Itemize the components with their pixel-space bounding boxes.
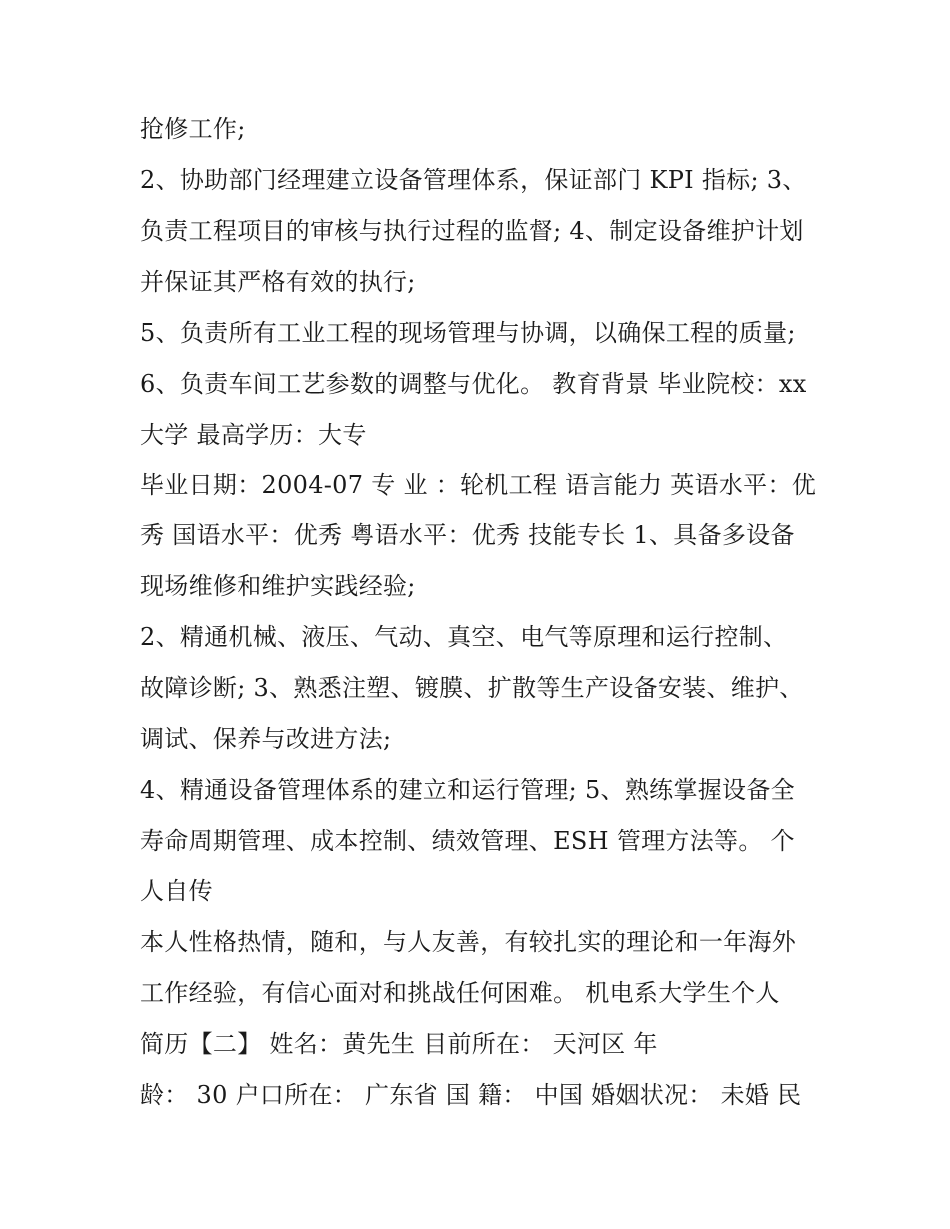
- text-line: 秀 国语水平：优秀 粤语水平：优秀 技能专长 1、具备多设备: [140, 521, 795, 549]
- text-line: 龄： 30 户口所在： 广东省 国 籍： 中国 婚姻状况： 未婚 民: [140, 1081, 802, 1109]
- text-line: 并保证其严格有效的执行;: [140, 268, 416, 296]
- text-line: 6、负责车间工艺参数的调整与优化。 教育背景 毕业院校：xx: [140, 370, 807, 398]
- text-line: 本人性格热情，随和，与人友善，有较扎实的理论和一年海外: [140, 928, 797, 956]
- text-line: 大学 最高学历：大专: [140, 421, 367, 449]
- text-line: 负责工程项目的审核与执行过程的监督; 4、制定设备维护计划: [140, 217, 804, 245]
- text-line: 调试、保养与改进方法;: [140, 725, 392, 753]
- text-line: 2、协助部门经理建立设备管理体系，保证部门 KPI 指标; 3、: [140, 166, 807, 194]
- text-line: 工作经验，有信心面对和挑战任何困难。 机电系大学生个人: [140, 979, 780, 1007]
- text-line: 2、精通机械、液压、气动、真空、电气等原理和运行控制、: [140, 623, 788, 651]
- text-line: 5、负责所有工业工程的现场管理与协调，以确保工程的质量;: [140, 319, 796, 347]
- text-line: 毕业日期：2004-07 专 业 ：轮机工程 语言能力 英语水平：优: [140, 471, 817, 499]
- text-line: 现场维修和维护实践经验;: [140, 572, 416, 600]
- text-line: 抢修工作;: [140, 115, 246, 143]
- text-line: 简历【二】 姓名：黄先生 目前所在： 天河区 年: [140, 1030, 658, 1058]
- text-line: 人自传: [140, 877, 213, 905]
- text-line: 寿命周期管理、成本控制、绩效管理、ESH 管理方法等。 个: [140, 827, 795, 855]
- text-line: 故障诊断; 3、熟悉注塑、镀膜、扩散等生产设备安装、维护、: [140, 674, 804, 702]
- text-line: 4、精通设备管理体系的建立和运行管理; 5、熟练掌握设备全: [140, 776, 795, 804]
